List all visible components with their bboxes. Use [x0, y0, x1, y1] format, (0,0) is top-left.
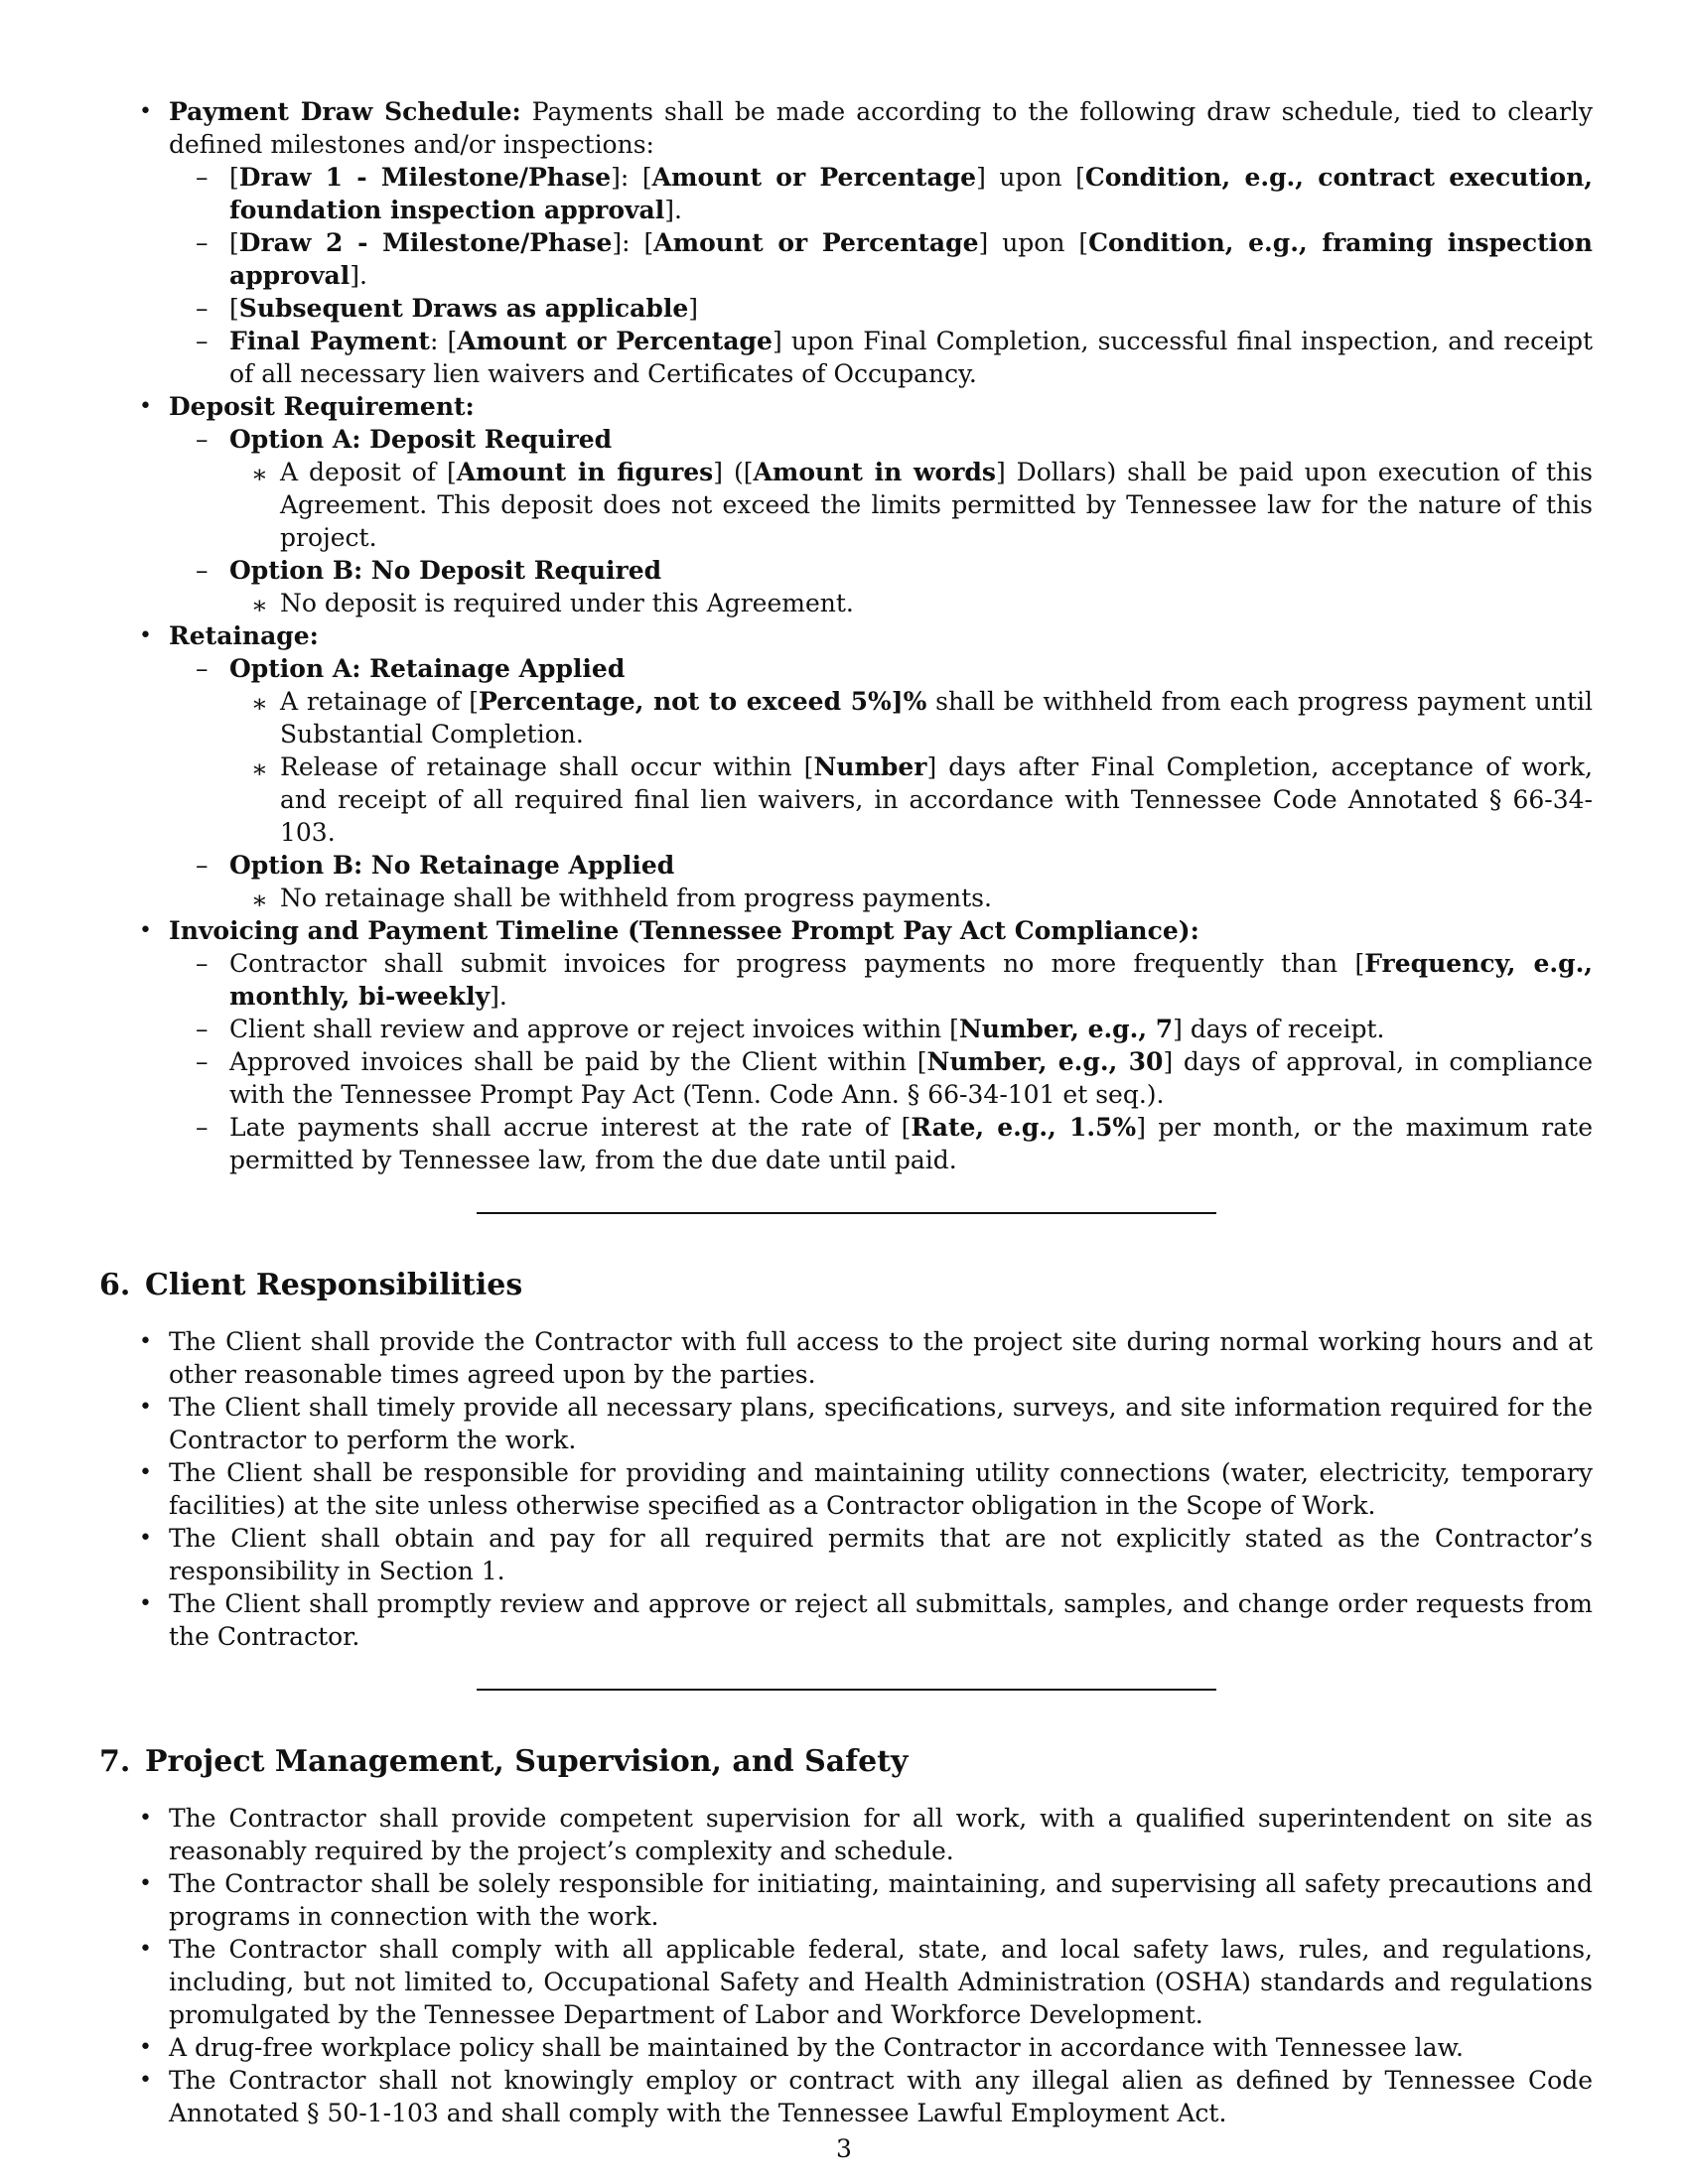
sub-list-item: – Contractor shall submit invoices for progress payments no more frequently than [Frequency, e.g., monthly, bi-weekly]. [196, 949, 1593, 1011]
sub-list-item: – Option B: No Deposit Required [196, 556, 662, 585]
sub-sub-list-item: ∗ A deposit of [Amount in figures] ([Amount in words] Dollars) shall be paid upon execution of this Agreement. This deposit does not exceed the limits permitted by Tennessee law for the nature of this project. [251, 458, 1593, 552]
item-label: Deposit Requirement: [169, 392, 475, 421]
list-item: • The Contractor shall be solely responsible for initiating, maintaining, and supervising all safety precautions and programs in connection with the work. [139, 1869, 1593, 1931]
section-title: Client Responsibilities [145, 1268, 523, 1302]
list-item: • The Contractor shall not knowingly employ or contract with any illegal alien as defined by Tennessee Code Annotated § 50-1-103 and shall comply with the Tennessee Lawful Employment Act. [139, 2066, 1593, 2127]
section-title: Project Management, Supervision, and Safety [145, 1744, 909, 1779]
bullet: • [139, 99, 152, 124]
sub-list-item: – Client shall review and approve or reject invoices within [Number, e.g., 7] days of receipt. [196, 1015, 1385, 1043]
document-page [99, 95, 1593, 2129]
list-item: • A drug-free workplace policy shall be maintained by the Contractor in accordance with Tennessee law. [139, 2033, 1464, 2062]
sub-list-item: – [Draw 1 - Milestone/Phase]: [Amount or Percentage] upon [Condition, e.g., contract execution, foundation inspection approval]. [196, 163, 1593, 224]
list-item: • The Contractor shall comply with all applicable federal, state, and local safety laws, rules, and regulations, including, but not limited to, Occupational Safety and Health Administration (OSHA) standards and regulations promulgated by the Tennessee Department of Labor and Workforce Development. [139, 1935, 1593, 2029]
sub-list-item: – Late payments shall accrue interest at the rate of [Rate, e.g., 1.5%] per month, or the maximum rate permitted by Tennessee law, from the due date until paid. [196, 1113, 1593, 1174]
item-label: Payment Draw Schedule: [169, 97, 521, 126]
page-number: 3 [836, 2134, 852, 2163]
section-divider [477, 1689, 1216, 1691]
list-item: • The Client shall be responsible for providing and maintaining utility connections (water, electricity, temporary facilities) at the site unless otherwise specified as a Contractor obligation in the Scope of Work. [139, 1458, 1593, 1520]
item-label: Retainage: [169, 621, 319, 650]
sub-sub-list-item: ∗ Release of retainage shall occur within [Number] days after Final Completion, acceptance of work, and receipt of all required final lien waivers, in accordance with Tennessee Code Annotated § 66-34-103. [251, 752, 1593, 847]
list-item: • The Client shall timely provide all necessary plans, specifications, surveys, and site information required for the Contractor to perform the work. [139, 1393, 1593, 1454]
sub-sub-list-item: ∗ No deposit is required under this Agreement. [251, 589, 854, 619]
sub-list-item: – Option A: Deposit Required [196, 425, 613, 454]
list-item: • The Client shall promptly review and approve or reject all submittals, samples, and change order requests from the Contractor. [139, 1589, 1593, 1651]
list-item: • The Contractor shall provide competent supervision for all work, with a qualified superintendent on site as reasonably required by the project’s complexity and schedule. [139, 1804, 1593, 1865]
sub-list-item: – Final Payment: [Amount or Percentage] upon Final Completion, successful final inspection, and receipt of all necessary lien waivers and Certificates of Occupancy. [196, 327, 1593, 388]
list-item: • Retainage: [139, 621, 319, 650]
item-label: Invoicing and Payment Timeline (Tennessee Prompt Pay Act Compliance): [169, 916, 1199, 945]
sub-list-item: – [Draw 2 - Milestone/Phase]: [Amount or Percentage] upon [Condition, e.g., framing inspection approval]. [196, 228, 1593, 290]
list-item: • The Client shall obtain and pay for all required permits that are not explicitly stated as the Contractor’s responsibility in Section 1. [139, 1524, 1593, 1585]
section-heading: 7. Project Management, Supervision, and Safety [99, 1744, 909, 1779]
sub-list-item: – Option B: No Retainage Applied [196, 851, 675, 880]
list-item: • The Client shall provide the Contractor with full access to the project site during normal working hours and at other reasonable times agreed upon by the parties. [139, 1327, 1593, 1389]
sub-list-item: – Approved invoices shall be paid by the Client within [Number, e.g., 30] days of approval, in compliance with the Tennessee Prompt Pay Act (Tenn. Code Ann. § 66-34-101 et seq.). [196, 1047, 1593, 1109]
list-item: • Invoicing and Payment Timeline (Tennessee Prompt Pay Act Compliance): [139, 916, 1199, 945]
list-item: • Payment Draw Schedule: Payments shall be made according to the following draw schedule, tied to clearly defined milestones and/or inspections: [139, 97, 1594, 159]
sub-sub-list-item: ∗ No retainage shall be withheld from progress payments. [251, 884, 992, 914]
sub-sub-list-item: ∗ A retainage of [Percentage, not to exceed 5%]% shall be withheld from each progress payment until Substantial Completion. [251, 687, 1594, 749]
section-divider [477, 1212, 1216, 1214]
sub-list-item: – [Subsequent Draws as applicable] [196, 294, 698, 323]
sub-list-item: – Option A: Retainage Applied [196, 654, 626, 683]
section-heading: 6. Client Responsibilities [99, 1268, 523, 1302]
list-item: • Deposit Requirement: [139, 392, 475, 421]
